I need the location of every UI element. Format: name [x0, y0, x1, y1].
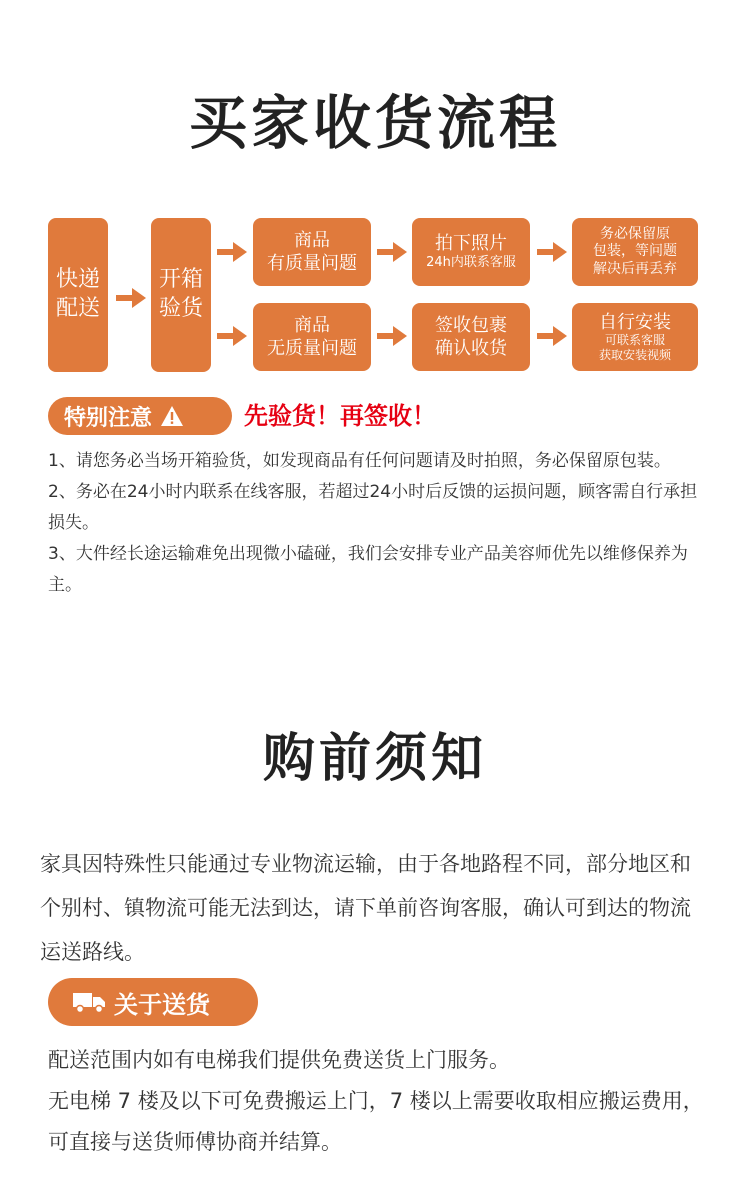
flow-box-self-install-line1: 自行安装: [599, 311, 671, 333]
flow-box-inspect-line2: 验货: [158, 296, 203, 321]
delivery-badge: [48, 978, 258, 1026]
flow-box-take-photo-line2: 24h内联系客服: [426, 255, 516, 271]
flow-box-self-install: [572, 303, 698, 371]
arrow-icon: [377, 242, 407, 262]
flow-box-keep-package-line1: 务必保留原: [600, 225, 670, 242]
notice-badge: [48, 397, 232, 435]
delivery-badge-label: 关于送货: [114, 990, 210, 1019]
notice-slogan: 先验货！再签收！: [244, 402, 436, 430]
flow-box-keep-package: [572, 218, 698, 286]
flow-box-sign-receipt-line2: 确认收货: [435, 338, 507, 359]
flow-box-quality-issue-line1: 商品: [294, 229, 330, 251]
section-title: 购前须知: [262, 729, 487, 789]
flow-box-delivery: [48, 218, 108, 372]
flow-box-quality-issue-line2: 有质量问题: [267, 253, 357, 274]
flow-box-no-quality-issue: [253, 303, 371, 371]
delivery-text: [48, 1040, 713, 1163]
flow-box-sign-receipt-line1: 签收包裹: [435, 314, 507, 336]
arrow-icon: [217, 242, 247, 262]
notice-item-2: 2、务必在24小时内联系在线客服，若超过24小时后反馈的运损问题，顾客需自行承担损失。: [48, 482, 698, 533]
flow-box-no-quality-issue-line1: 商品: [294, 314, 330, 336]
warning-icon: [160, 405, 184, 427]
delivery-line-2: 无电梯 7 楼及以下可免费搬运上门，7 楼以上需要收取相应搬运费用，可直接与送货师傅协商并结算。: [48, 1089, 704, 1154]
notice-item-3: 3、大件经长途运输难免出现微小磕碰，我们会安排专业产品美容师优先以维修保养为主。: [48, 544, 688, 595]
flow-box-delivery-line1: 快递: [55, 267, 100, 293]
notice-list: [48, 446, 708, 601]
notice-item-1: 1、请您务必当场开箱验货，如发现商品有任何问题请及时拍照，务必保留原包装。: [48, 451, 671, 471]
arrow-icon: [217, 326, 247, 346]
flow-box-inspect-line1: 开箱: [158, 267, 203, 293]
flow-box-keep-package-line3: 解决后再丢弃: [593, 260, 677, 277]
flow-box-inspect: [151, 218, 211, 372]
page-title: 买家收货流程: [188, 89, 561, 157]
arrow-icon: [116, 288, 146, 308]
arrow-icon: [537, 326, 567, 346]
notice-badge-label: 特别注意: [64, 405, 153, 431]
flow-box-delivery-line2: 配送: [55, 296, 100, 321]
truck-icon: [72, 990, 106, 1014]
flow-box-keep-package-line2: 包装，等问题: [593, 243, 677, 260]
arrow-icon: [377, 326, 407, 346]
flow-box-take-photo: [412, 218, 530, 286]
arrow-icon: [537, 242, 567, 262]
flow-box-sign-receipt: [412, 303, 530, 371]
flow-box-no-quality-issue-line2: 无质量问题: [267, 338, 357, 359]
flow-box-self-install-line3: 获取安装视频: [598, 347, 671, 362]
flow-box-self-install-line2: 可联系客服: [604, 333, 665, 348]
flow-box-quality-issue: [253, 218, 371, 286]
flow-box-take-photo-line1: 拍下照片: [435, 232, 507, 254]
purchase-notice-text: 家具因特殊性只能通过专业物流运输，由于各地路程不同，部分地区和个别村、镇物流可能无法到达，请下单前咨询客服，确认可到达的物流运送路线。: [40, 852, 691, 964]
delivery-line-1: 配送范围内如有电梯我们提供免费送货上门服务。: [48, 1048, 510, 1072]
